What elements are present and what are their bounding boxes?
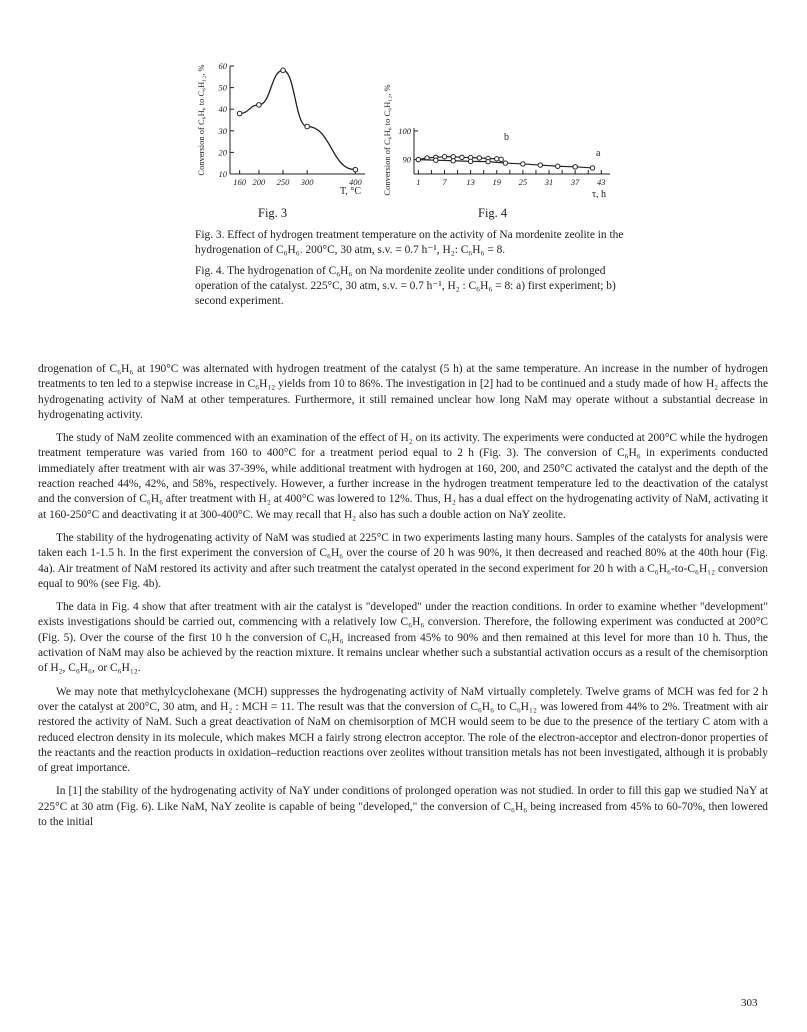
fig3-caption: Fig. 3. Effect of hydrogen treatment temperature on the activity of Na mordenite zeolite in the hydrogenation of C₆H₆. 200°C, 30 atm, s.v. = 0.7 h⁻¹, H₂: C₆H₆ = 8.: [195, 229, 624, 256]
fig4-curve-label-b: b: [504, 132, 509, 143]
fig4-data-point-a: [573, 165, 577, 169]
fig4-curve-label-a: a: [596, 148, 601, 159]
paragraph: In [1] the stability of the hydrogenating activity of NaY under conditions of prolonged operation was not studied. In order to fill this gap we studied NaY at 225°C at 30 atm (Fig. 6). Like NaM, NaY zeolite is capable of being "developed," the conversion of C₆H₆ being increased from 45% to 60-70%, then lowered to the initial: [38, 785, 768, 829]
fig3-data-point: [305, 124, 310, 129]
fig3-x-tick-label: 400: [348, 177, 362, 187]
fig4-data-point-a: [538, 163, 542, 167]
fig3-y-tick-label: 10: [218, 169, 227, 179]
fig4-x-tick-label: 43: [597, 177, 606, 187]
fig3-data-point: [353, 167, 358, 172]
fig3-y-tick-label: 30: [218, 125, 227, 136]
fig3-x-tick-label: 200: [252, 177, 266, 187]
fig4-data-point-a: [521, 162, 525, 166]
paragraph: The stability of the hydrogenating activity of NaM was studied at 225°C in two experiments lasting many hours. Samples of the catalysts for analysis were taken each 1-1.5 h. In the first experiment the conversion of C₆H₆ over the course of 20 h was 90%, it then decreased and reached 80% at the 40th hour (Fig. 4a). Air treatment of NaM restored its activity and after such treatment the catalyst operated in the second experiment for 20 h with a C₆H₆-to-C₆H₁₂ conversion equal to 90% (see Fig. 4b).: [38, 531, 768, 590]
fig4-data-point-a: [503, 161, 507, 165]
fig4-x-tick-label: 19: [492, 177, 502, 187]
fig3-data-point: [281, 68, 286, 73]
fig4-x-axis-label: τ, h: [592, 189, 607, 198]
body-text: [38, 362, 768, 838]
fig4-chart: [378, 58, 618, 198]
fig3-series-line: [240, 70, 356, 169]
fig3-y-tick-label: 60: [218, 61, 227, 71]
fig3-y-axis-label: Conversion of C₆H₆ to C₆H₁₂, %: [196, 64, 206, 176]
fig3-label: Fig. 3: [258, 206, 288, 220]
fig4-y-tick-label: 100: [398, 125, 411, 136]
fig4-x-tick-label: 31: [544, 177, 554, 187]
fig4-data-point-a: [451, 159, 455, 163]
page-number: 303: [741, 997, 758, 1009]
fig4-label: Fig. 4: [478, 206, 508, 220]
fig3-y-tick-label: 40: [218, 104, 227, 115]
fig4-x-tick-label: 1: [416, 177, 421, 187]
fig4-y-tick-label: 90: [402, 154, 411, 165]
fig4-data-point-b: [442, 155, 446, 159]
paragraph: drogenation of C₆H₆ at 190°C was alternated with hydrogen treatment of the catalyst (5 h) at the same temperature. An increase in the number of hydrogen treatments to ten led to a stepwise increase in C₆H₁₂ yields from 10 to 86%. The investigation in [2] had to be continued and a study made of how H₂ affects the hydrogenating activity of NaM at other temperatures. Furthermore, it still remained unclear how long NaM may operate without a substantial decrease in hydrogenating activity.: [38, 363, 768, 421]
fig3-x-tick-label: 250: [276, 177, 290, 187]
fig4-data-point-a: [468, 159, 472, 163]
fig4-data-point-b: [477, 156, 481, 160]
fig4-data-point-a: [416, 157, 420, 161]
fig4-data-point-a: [486, 159, 490, 163]
paragraph: The study of NaM zeolite commenced with an examination of the effect of H₂ on its activity. The experiments were conducted at 200°C while the hydrogen treatment temperature was varied from 160 to 400°C for a treatment period equal to 2 h (Fig. 3). The conversion of C₆H₆ in experiments conducted immediately after treatment with air was 37-39%, while additional treatment with hydrogen at 160, 200, and 250°C activated the catalyst and the depth of the reaction reached 44%, 42%, and 58%, respectively. However, a further increase in the hydrogen treatment temperature led to the deactivation of the catalyst and the conversion of C₆H₆ after treatment with H₂ at 400°C was lowered to 12%. Thus, H₂ has a dual effect on the hydrogenating activity of NaM, activating it at 160-250°C and deactivating it at 300-400°C. We may recall that H₂ also has such a double action on NaY zeolite.: [38, 432, 768, 521]
fig3-x-axis-label: T, °C: [340, 186, 362, 197]
fig4-data-point-b: [460, 155, 464, 159]
fig4-data-point-b: [499, 157, 503, 161]
fig4-x-tick-label: 13: [466, 177, 475, 187]
fig4-x-tick-label: 25: [518, 177, 528, 187]
fig3-data-point: [257, 103, 262, 108]
fig3-x-tick-label: 160: [233, 177, 247, 187]
fig3-data-point: [237, 111, 242, 116]
fig3-x-tick-label: 300: [300, 177, 314, 187]
fig3-y-tick-label: 50: [218, 82, 227, 93]
paragraph: The data in Fig. 4 show that after treatment with air the catalyst is "developed" under the reaction conditions. In order to examine whether "development" exists investigations should be carried out, commencing with a relatively low C₆H₆ conversion. Therefore, the following experiment was conducted at 200°C (Fig. 5). Over the course of the first 10 h the conversion of C₆H₆ increased from 45% to 90% and then remained at this level for more than 10 h. Thus, the activation of NaM may also be achieved by the reaction mixture. It remains unclear whether such a substantial activation occurs as a result of the chemisorption of H₂, C₆H₆, or C₆H₁₂.: [38, 601, 768, 675]
figure-captions: [195, 228, 635, 315]
fig4-x-tick-label: 7: [442, 177, 447, 187]
fig4-data-point-a: [556, 164, 560, 168]
fig4-x-tick-label: 37: [570, 177, 580, 187]
fig4-data-point-a: [590, 166, 594, 170]
fig3-chart: [190, 58, 375, 198]
fig4-data-point-b: [495, 157, 499, 161]
fig4-data-point-a: [434, 158, 438, 162]
fig4-caption: Fig. 4. The hydrogenation of C₆H₆ on Na mordenite zeolite under conditions of prolonged operation of the catalyst. 225°C, 30 atm, s.v. = 0.7 h⁻¹, H₂ : C₆H₆ = 8: a) first experiment; b) second experiment.: [195, 265, 616, 307]
fig4-y-axis-label: Conversion of C₆H₆ to C₆H₁₂, %: [382, 84, 392, 196]
paragraph: We may note that methylcyclohexane (MCH) suppresses the hydrogenating activity of NaM virtually completely. Twelve grams of MCH was fed for 2 h over the catalyst at 200°C, 30 atm, and H₂ : MCH = 11. The result was that the conversion of C₆H₆ to C₆H₁₂ was lowered from 44% to 2%. Treatment with air restored the activity of NaM. Such a great deactivation of NaM on chemisorption of MCH would seem to be due to the presence of the tertiary C atom with a reduced electron density in its molecule, which makes MCH a fairly strong electron acceptor. The role of the electron-acceptor and electron-donor properties of the reactants and the reaction products in oxidation–reduction reactions over zeolites without transition metals has not been investigated, although it is probably of great importance.: [38, 685, 768, 775]
fig3-y-tick-label: 20: [218, 147, 227, 158]
